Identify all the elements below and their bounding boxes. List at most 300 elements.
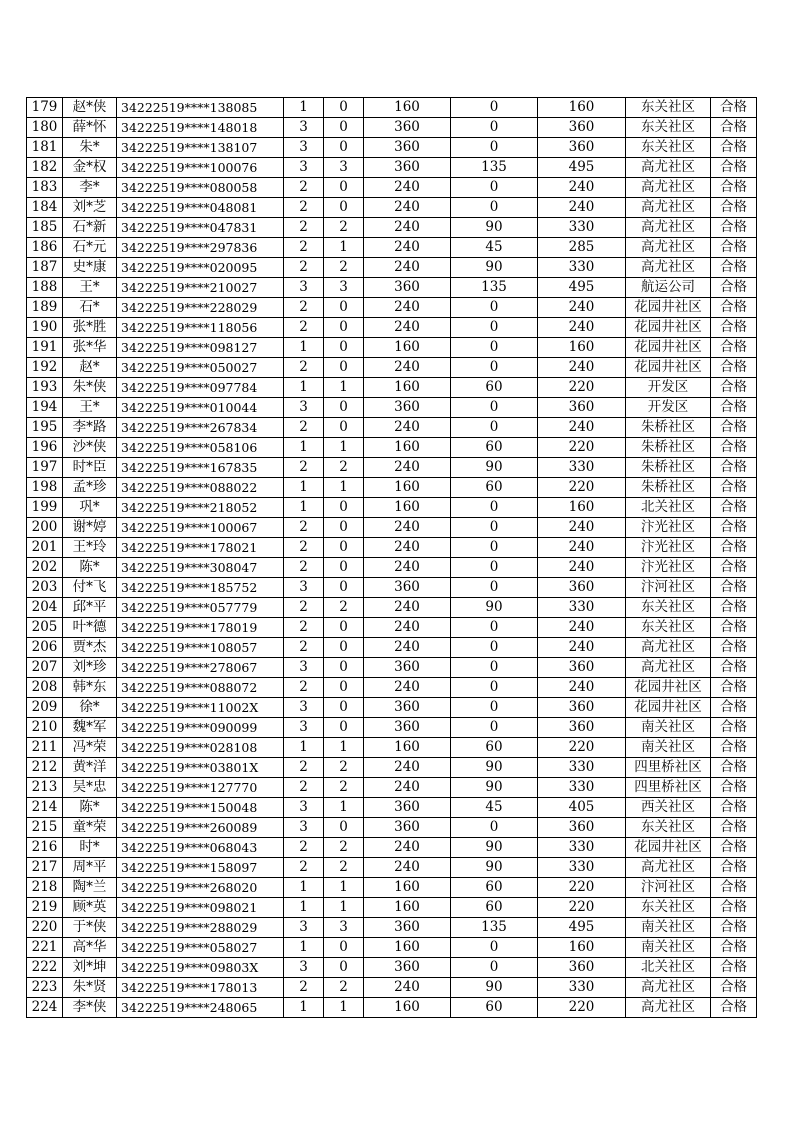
count-b-cell: 0 <box>324 718 364 738</box>
status-cell: 合格 <box>711 98 757 118</box>
amount-a-cell: 160 <box>364 438 451 458</box>
community-cell: 汴光社区 <box>626 558 711 578</box>
name-cell: 张*华 <box>63 338 117 358</box>
amount-b-cell: 60 <box>451 738 538 758</box>
table-row <box>27 578 757 598</box>
name-cell: 叶*德 <box>63 618 117 638</box>
id-number-cell: 34222519****118056 <box>117 318 284 338</box>
name-cell: 时*臣 <box>63 458 117 478</box>
count-b-cell: 2 <box>324 758 364 778</box>
community-cell: 高尤社区 <box>626 998 711 1018</box>
count-b-cell: 0 <box>324 178 364 198</box>
amount-b-cell: 0 <box>451 398 538 418</box>
amount-b-cell: 0 <box>451 198 538 218</box>
amount-a-cell: 240 <box>364 518 451 538</box>
total-cell: 220 <box>538 378 626 398</box>
status-cell: 合格 <box>711 978 757 998</box>
count-b-cell: 2 <box>324 598 364 618</box>
status-cell: 合格 <box>711 718 757 738</box>
community-cell: 南关社区 <box>626 718 711 738</box>
amount-a-cell: 360 <box>364 918 451 938</box>
community-cell: 高尤社区 <box>626 638 711 658</box>
name-cell: 张*胜 <box>63 318 117 338</box>
count-b-cell: 0 <box>324 938 364 958</box>
total-cell: 330 <box>538 858 626 878</box>
id-number-cell: 34222519****11002X <box>117 698 284 718</box>
table-row <box>27 338 757 358</box>
name-cell: 刘*芝 <box>63 198 117 218</box>
count-a-cell: 2 <box>284 778 324 798</box>
amount-b-cell: 0 <box>451 138 538 158</box>
community-cell: 朱桥社区 <box>626 458 711 478</box>
name-cell: 史*康 <box>63 258 117 278</box>
table-row <box>27 158 757 178</box>
name-cell: 王* <box>63 398 117 418</box>
community-cell: 东关社区 <box>626 818 711 838</box>
amount-b-cell: 90 <box>451 598 538 618</box>
amount-b-cell: 0 <box>451 718 538 738</box>
id-number-cell: 34222519****020095 <box>117 258 284 278</box>
table-row <box>27 678 757 698</box>
name-cell: 石* <box>63 298 117 318</box>
community-cell: 东关社区 <box>626 118 711 138</box>
table-row <box>27 318 757 338</box>
count-a-cell: 2 <box>284 858 324 878</box>
row-number-cell: 181 <box>27 138 63 158</box>
name-cell: 吴*忠 <box>63 778 117 798</box>
total-cell: 360 <box>538 958 626 978</box>
status-cell: 合格 <box>711 598 757 618</box>
status-cell: 合格 <box>711 758 757 778</box>
name-cell: 魏*军 <box>63 718 117 738</box>
id-number-cell: 34222519****185752 <box>117 578 284 598</box>
count-a-cell: 2 <box>284 518 324 538</box>
total-cell: 330 <box>538 778 626 798</box>
total-cell: 220 <box>538 738 626 758</box>
count-b-cell: 0 <box>324 358 364 378</box>
total-cell: 360 <box>538 698 626 718</box>
amount-b-cell: 90 <box>451 758 538 778</box>
id-number-cell: 34222519****268020 <box>117 878 284 898</box>
status-cell: 合格 <box>711 458 757 478</box>
id-number-cell: 34222519****308047 <box>117 558 284 578</box>
amount-a-cell: 160 <box>364 938 451 958</box>
total-cell: 360 <box>538 658 626 678</box>
status-cell: 合格 <box>711 278 757 298</box>
total-cell: 330 <box>538 458 626 478</box>
community-cell: 汴光社区 <box>626 518 711 538</box>
total-cell: 160 <box>538 98 626 118</box>
count-a-cell: 1 <box>284 378 324 398</box>
id-number-cell: 34222519****288029 <box>117 918 284 938</box>
amount-b-cell: 60 <box>451 898 538 918</box>
amount-b-cell: 0 <box>451 298 538 318</box>
name-cell: 刘*坤 <box>63 958 117 978</box>
amount-a-cell: 240 <box>364 858 451 878</box>
amount-b-cell: 0 <box>451 678 538 698</box>
amount-b-cell: 0 <box>451 178 538 198</box>
total-cell: 160 <box>538 498 626 518</box>
amount-a-cell: 240 <box>364 358 451 378</box>
total-cell: 360 <box>538 118 626 138</box>
row-number-cell: 193 <box>27 378 63 398</box>
count-b-cell: 0 <box>324 698 364 718</box>
amount-b-cell: 90 <box>451 858 538 878</box>
count-a-cell: 1 <box>284 898 324 918</box>
table-row <box>27 518 757 538</box>
row-number-cell: 197 <box>27 458 63 478</box>
count-a-cell: 2 <box>284 678 324 698</box>
row-number-cell: 202 <box>27 558 63 578</box>
id-number-cell: 34222519****158097 <box>117 858 284 878</box>
total-cell: 240 <box>538 418 626 438</box>
row-number-cell: 179 <box>27 98 63 118</box>
amount-a-cell: 240 <box>364 618 451 638</box>
status-cell: 合格 <box>711 518 757 538</box>
count-a-cell: 3 <box>284 138 324 158</box>
row-number-cell: 203 <box>27 578 63 598</box>
id-number-cell: 34222519****048081 <box>117 198 284 218</box>
table-row <box>27 838 757 858</box>
row-number-cell: 201 <box>27 538 63 558</box>
total-cell: 495 <box>538 278 626 298</box>
community-cell: 高尤社区 <box>626 218 711 238</box>
total-cell: 220 <box>538 898 626 918</box>
row-number-cell: 185 <box>27 218 63 238</box>
amount-b-cell: 0 <box>451 498 538 518</box>
community-cell: 花园井社区 <box>626 338 711 358</box>
status-cell: 合格 <box>711 138 757 158</box>
count-a-cell: 3 <box>284 918 324 938</box>
id-number-cell: 34222519****090099 <box>117 718 284 738</box>
count-a-cell: 2 <box>284 618 324 638</box>
row-number-cell: 224 <box>27 998 63 1018</box>
table-row <box>27 398 757 418</box>
count-b-cell: 1 <box>324 998 364 1018</box>
table-row <box>27 798 757 818</box>
row-number-cell: 219 <box>27 898 63 918</box>
amount-b-cell: 60 <box>451 378 538 398</box>
status-cell: 合格 <box>711 938 757 958</box>
amount-a-cell: 160 <box>364 478 451 498</box>
row-number-cell: 195 <box>27 418 63 438</box>
community-cell: 花园井社区 <box>626 678 711 698</box>
row-number-cell: 184 <box>27 198 63 218</box>
name-cell: 周*平 <box>63 858 117 878</box>
total-cell: 240 <box>538 318 626 338</box>
total-cell: 360 <box>538 718 626 738</box>
row-number-cell: 214 <box>27 798 63 818</box>
id-number-cell: 34222519****167835 <box>117 458 284 478</box>
row-number-cell: 209 <box>27 698 63 718</box>
count-b-cell: 1 <box>324 378 364 398</box>
amount-b-cell: 0 <box>451 698 538 718</box>
community-cell: 汴光社区 <box>626 538 711 558</box>
row-number-cell: 221 <box>27 938 63 958</box>
total-cell: 330 <box>538 758 626 778</box>
name-cell: 石*新 <box>63 218 117 238</box>
amount-a-cell: 360 <box>364 658 451 678</box>
community-cell: 花园井社区 <box>626 698 711 718</box>
status-cell: 合格 <box>711 558 757 578</box>
status-cell: 合格 <box>711 158 757 178</box>
row-number-cell: 205 <box>27 618 63 638</box>
name-cell: 王*玲 <box>63 538 117 558</box>
amount-b-cell: 135 <box>451 278 538 298</box>
count-a-cell: 1 <box>284 878 324 898</box>
name-cell: 徐* <box>63 698 117 718</box>
community-cell: 高尤社区 <box>626 198 711 218</box>
amount-a-cell: 240 <box>364 538 451 558</box>
count-b-cell: 0 <box>324 498 364 518</box>
table-row <box>27 778 757 798</box>
row-number-cell: 217 <box>27 858 63 878</box>
table-row <box>27 978 757 998</box>
count-b-cell: 1 <box>324 238 364 258</box>
count-a-cell: 3 <box>284 798 324 818</box>
total-cell: 220 <box>538 438 626 458</box>
count-b-cell: 0 <box>324 818 364 838</box>
amount-b-cell: 0 <box>451 98 538 118</box>
table-row <box>27 858 757 878</box>
amount-a-cell: 240 <box>364 418 451 438</box>
row-number-cell: 223 <box>27 978 63 998</box>
amount-b-cell: 60 <box>451 998 538 1018</box>
row-number-cell: 212 <box>27 758 63 778</box>
status-cell: 合格 <box>711 698 757 718</box>
status-cell: 合格 <box>711 878 757 898</box>
amount-b-cell: 90 <box>451 778 538 798</box>
count-a-cell: 2 <box>284 298 324 318</box>
name-cell: 朱*贤 <box>63 978 117 998</box>
table-row <box>27 198 757 218</box>
count-b-cell: 1 <box>324 898 364 918</box>
count-a-cell: 3 <box>284 158 324 178</box>
total-cell: 240 <box>538 178 626 198</box>
id-number-cell: 34222519****267834 <box>117 418 284 438</box>
id-number-cell: 34222519****088022 <box>117 478 284 498</box>
table-row <box>27 358 757 378</box>
count-a-cell: 3 <box>284 718 324 738</box>
amount-b-cell: 0 <box>451 538 538 558</box>
community-cell: 南关社区 <box>626 918 711 938</box>
name-cell: 于*侠 <box>63 918 117 938</box>
row-number-cell: 191 <box>27 338 63 358</box>
row-number-cell: 189 <box>27 298 63 318</box>
community-cell: 花园井社区 <box>626 298 711 318</box>
amount-a-cell: 160 <box>364 378 451 398</box>
name-cell: 童*荣 <box>63 818 117 838</box>
community-cell: 花园井社区 <box>626 318 711 338</box>
total-cell: 285 <box>538 238 626 258</box>
table-row <box>27 738 757 758</box>
amount-a-cell: 240 <box>364 838 451 858</box>
total-cell: 220 <box>538 478 626 498</box>
total-cell: 240 <box>538 558 626 578</box>
community-cell: 东关社区 <box>626 618 711 638</box>
status-cell: 合格 <box>711 918 757 938</box>
name-cell: 韩*东 <box>63 678 117 698</box>
status-cell: 合格 <box>711 178 757 198</box>
row-number-cell: 222 <box>27 958 63 978</box>
status-cell: 合格 <box>711 418 757 438</box>
table-row <box>27 818 757 838</box>
count-b-cell: 0 <box>324 198 364 218</box>
community-cell: 四里桥社区 <box>626 778 711 798</box>
count-b-cell: 0 <box>324 318 364 338</box>
count-b-cell: 0 <box>324 578 364 598</box>
name-cell: 陈* <box>63 558 117 578</box>
name-cell: 李*路 <box>63 418 117 438</box>
amount-b-cell: 0 <box>451 658 538 678</box>
count-a-cell: 2 <box>284 358 324 378</box>
id-number-cell: 34222519****108057 <box>117 638 284 658</box>
amount-b-cell: 0 <box>451 618 538 638</box>
name-cell: 赵* <box>63 358 117 378</box>
count-b-cell: 1 <box>324 878 364 898</box>
name-cell: 朱*侠 <box>63 378 117 398</box>
row-number-cell: 199 <box>27 498 63 518</box>
count-b-cell: 0 <box>324 538 364 558</box>
row-number-cell: 183 <box>27 178 63 198</box>
community-cell: 东关社区 <box>626 598 711 618</box>
amount-b-cell: 0 <box>451 338 538 358</box>
amount-a-cell: 160 <box>364 898 451 918</box>
total-cell: 240 <box>538 638 626 658</box>
row-number-cell: 206 <box>27 638 63 658</box>
community-cell: 开发区 <box>626 398 711 418</box>
name-cell: 时* <box>63 838 117 858</box>
amount-b-cell: 0 <box>451 318 538 338</box>
table-row <box>27 498 757 518</box>
row-number-cell: 188 <box>27 278 63 298</box>
amount-b-cell: 60 <box>451 878 538 898</box>
total-cell: 330 <box>538 838 626 858</box>
community-cell: 高尤社区 <box>626 258 711 278</box>
status-cell: 合格 <box>711 638 757 658</box>
count-b-cell: 1 <box>324 478 364 498</box>
id-number-cell: 34222519****058027 <box>117 938 284 958</box>
name-cell: 刘*珍 <box>63 658 117 678</box>
community-cell: 汴河社区 <box>626 578 711 598</box>
row-number-cell: 194 <box>27 398 63 418</box>
count-a-cell: 2 <box>284 758 324 778</box>
count-a-cell: 1 <box>284 938 324 958</box>
count-a-cell: 1 <box>284 98 324 118</box>
id-number-cell: 34222519****278067 <box>117 658 284 678</box>
status-cell: 合格 <box>711 838 757 858</box>
count-a-cell: 1 <box>284 438 324 458</box>
amount-a-cell: 360 <box>364 818 451 838</box>
status-cell: 合格 <box>711 498 757 518</box>
count-b-cell: 2 <box>324 858 364 878</box>
count-a-cell: 2 <box>284 838 324 858</box>
id-number-cell: 34222519****248065 <box>117 998 284 1018</box>
status-cell: 合格 <box>711 778 757 798</box>
row-number-cell: 186 <box>27 238 63 258</box>
status-cell: 合格 <box>711 658 757 678</box>
total-cell: 330 <box>538 218 626 238</box>
table-row <box>27 258 757 278</box>
count-b-cell: 3 <box>324 278 364 298</box>
row-number-cell: 196 <box>27 438 63 458</box>
count-b-cell: 0 <box>324 678 364 698</box>
amount-b-cell: 0 <box>451 958 538 978</box>
total-cell: 495 <box>538 918 626 938</box>
id-number-cell: 34222519****218052 <box>117 498 284 518</box>
row-number-cell: 210 <box>27 718 63 738</box>
status-cell: 合格 <box>711 438 757 458</box>
total-cell: 330 <box>538 598 626 618</box>
name-cell: 李*侠 <box>63 998 117 1018</box>
status-cell: 合格 <box>711 298 757 318</box>
id-number-cell: 34222519****03801X <box>117 758 284 778</box>
amount-a-cell: 360 <box>364 698 451 718</box>
row-number-cell: 204 <box>27 598 63 618</box>
count-a-cell: 2 <box>284 198 324 218</box>
row-number-cell: 216 <box>27 838 63 858</box>
table-row <box>27 98 757 118</box>
amount-a-cell: 240 <box>364 198 451 218</box>
id-number-cell: 34222519****260089 <box>117 818 284 838</box>
id-number-cell: 34222519****178019 <box>117 618 284 638</box>
amount-a-cell: 160 <box>364 498 451 518</box>
count-a-cell: 2 <box>284 558 324 578</box>
status-cell: 合格 <box>711 238 757 258</box>
name-cell: 金*权 <box>63 158 117 178</box>
status-cell: 合格 <box>711 378 757 398</box>
total-cell: 405 <box>538 798 626 818</box>
status-cell: 合格 <box>711 578 757 598</box>
id-number-cell: 34222519****068043 <box>117 838 284 858</box>
community-cell: 高尤社区 <box>626 978 711 998</box>
amount-a-cell: 240 <box>364 598 451 618</box>
status-cell: 合格 <box>711 358 757 378</box>
count-a-cell: 2 <box>284 458 324 478</box>
row-number-cell: 211 <box>27 738 63 758</box>
id-number-cell: 34222519****088072 <box>117 678 284 698</box>
id-number-cell: 34222519****210027 <box>117 278 284 298</box>
count-b-cell: 1 <box>324 438 364 458</box>
amount-a-cell: 360 <box>364 578 451 598</box>
amount-a-cell: 360 <box>364 278 451 298</box>
amount-a-cell: 240 <box>364 178 451 198</box>
id-number-cell: 34222519****097784 <box>117 378 284 398</box>
table-row <box>27 458 757 478</box>
total-cell: 240 <box>538 298 626 318</box>
table-row <box>27 898 757 918</box>
amount-a-cell: 240 <box>364 298 451 318</box>
id-number-cell: 34222519****100076 <box>117 158 284 178</box>
name-cell: 朱* <box>63 138 117 158</box>
count-a-cell: 2 <box>284 318 324 338</box>
community-cell: 南关社区 <box>626 938 711 958</box>
amount-a-cell: 360 <box>364 718 451 738</box>
status-cell: 合格 <box>711 678 757 698</box>
amount-b-cell: 90 <box>451 258 538 278</box>
status-cell: 合格 <box>711 338 757 358</box>
community-cell: 朱桥社区 <box>626 438 711 458</box>
name-cell: 赵*侠 <box>63 98 117 118</box>
count-a-cell: 3 <box>284 818 324 838</box>
amount-b-cell: 135 <box>451 918 538 938</box>
count-b-cell: 0 <box>324 958 364 978</box>
id-number-cell: 34222519****028108 <box>117 738 284 758</box>
count-b-cell: 2 <box>324 258 364 278</box>
row-number-cell: 218 <box>27 878 63 898</box>
row-number-cell: 213 <box>27 778 63 798</box>
count-a-cell: 3 <box>284 698 324 718</box>
